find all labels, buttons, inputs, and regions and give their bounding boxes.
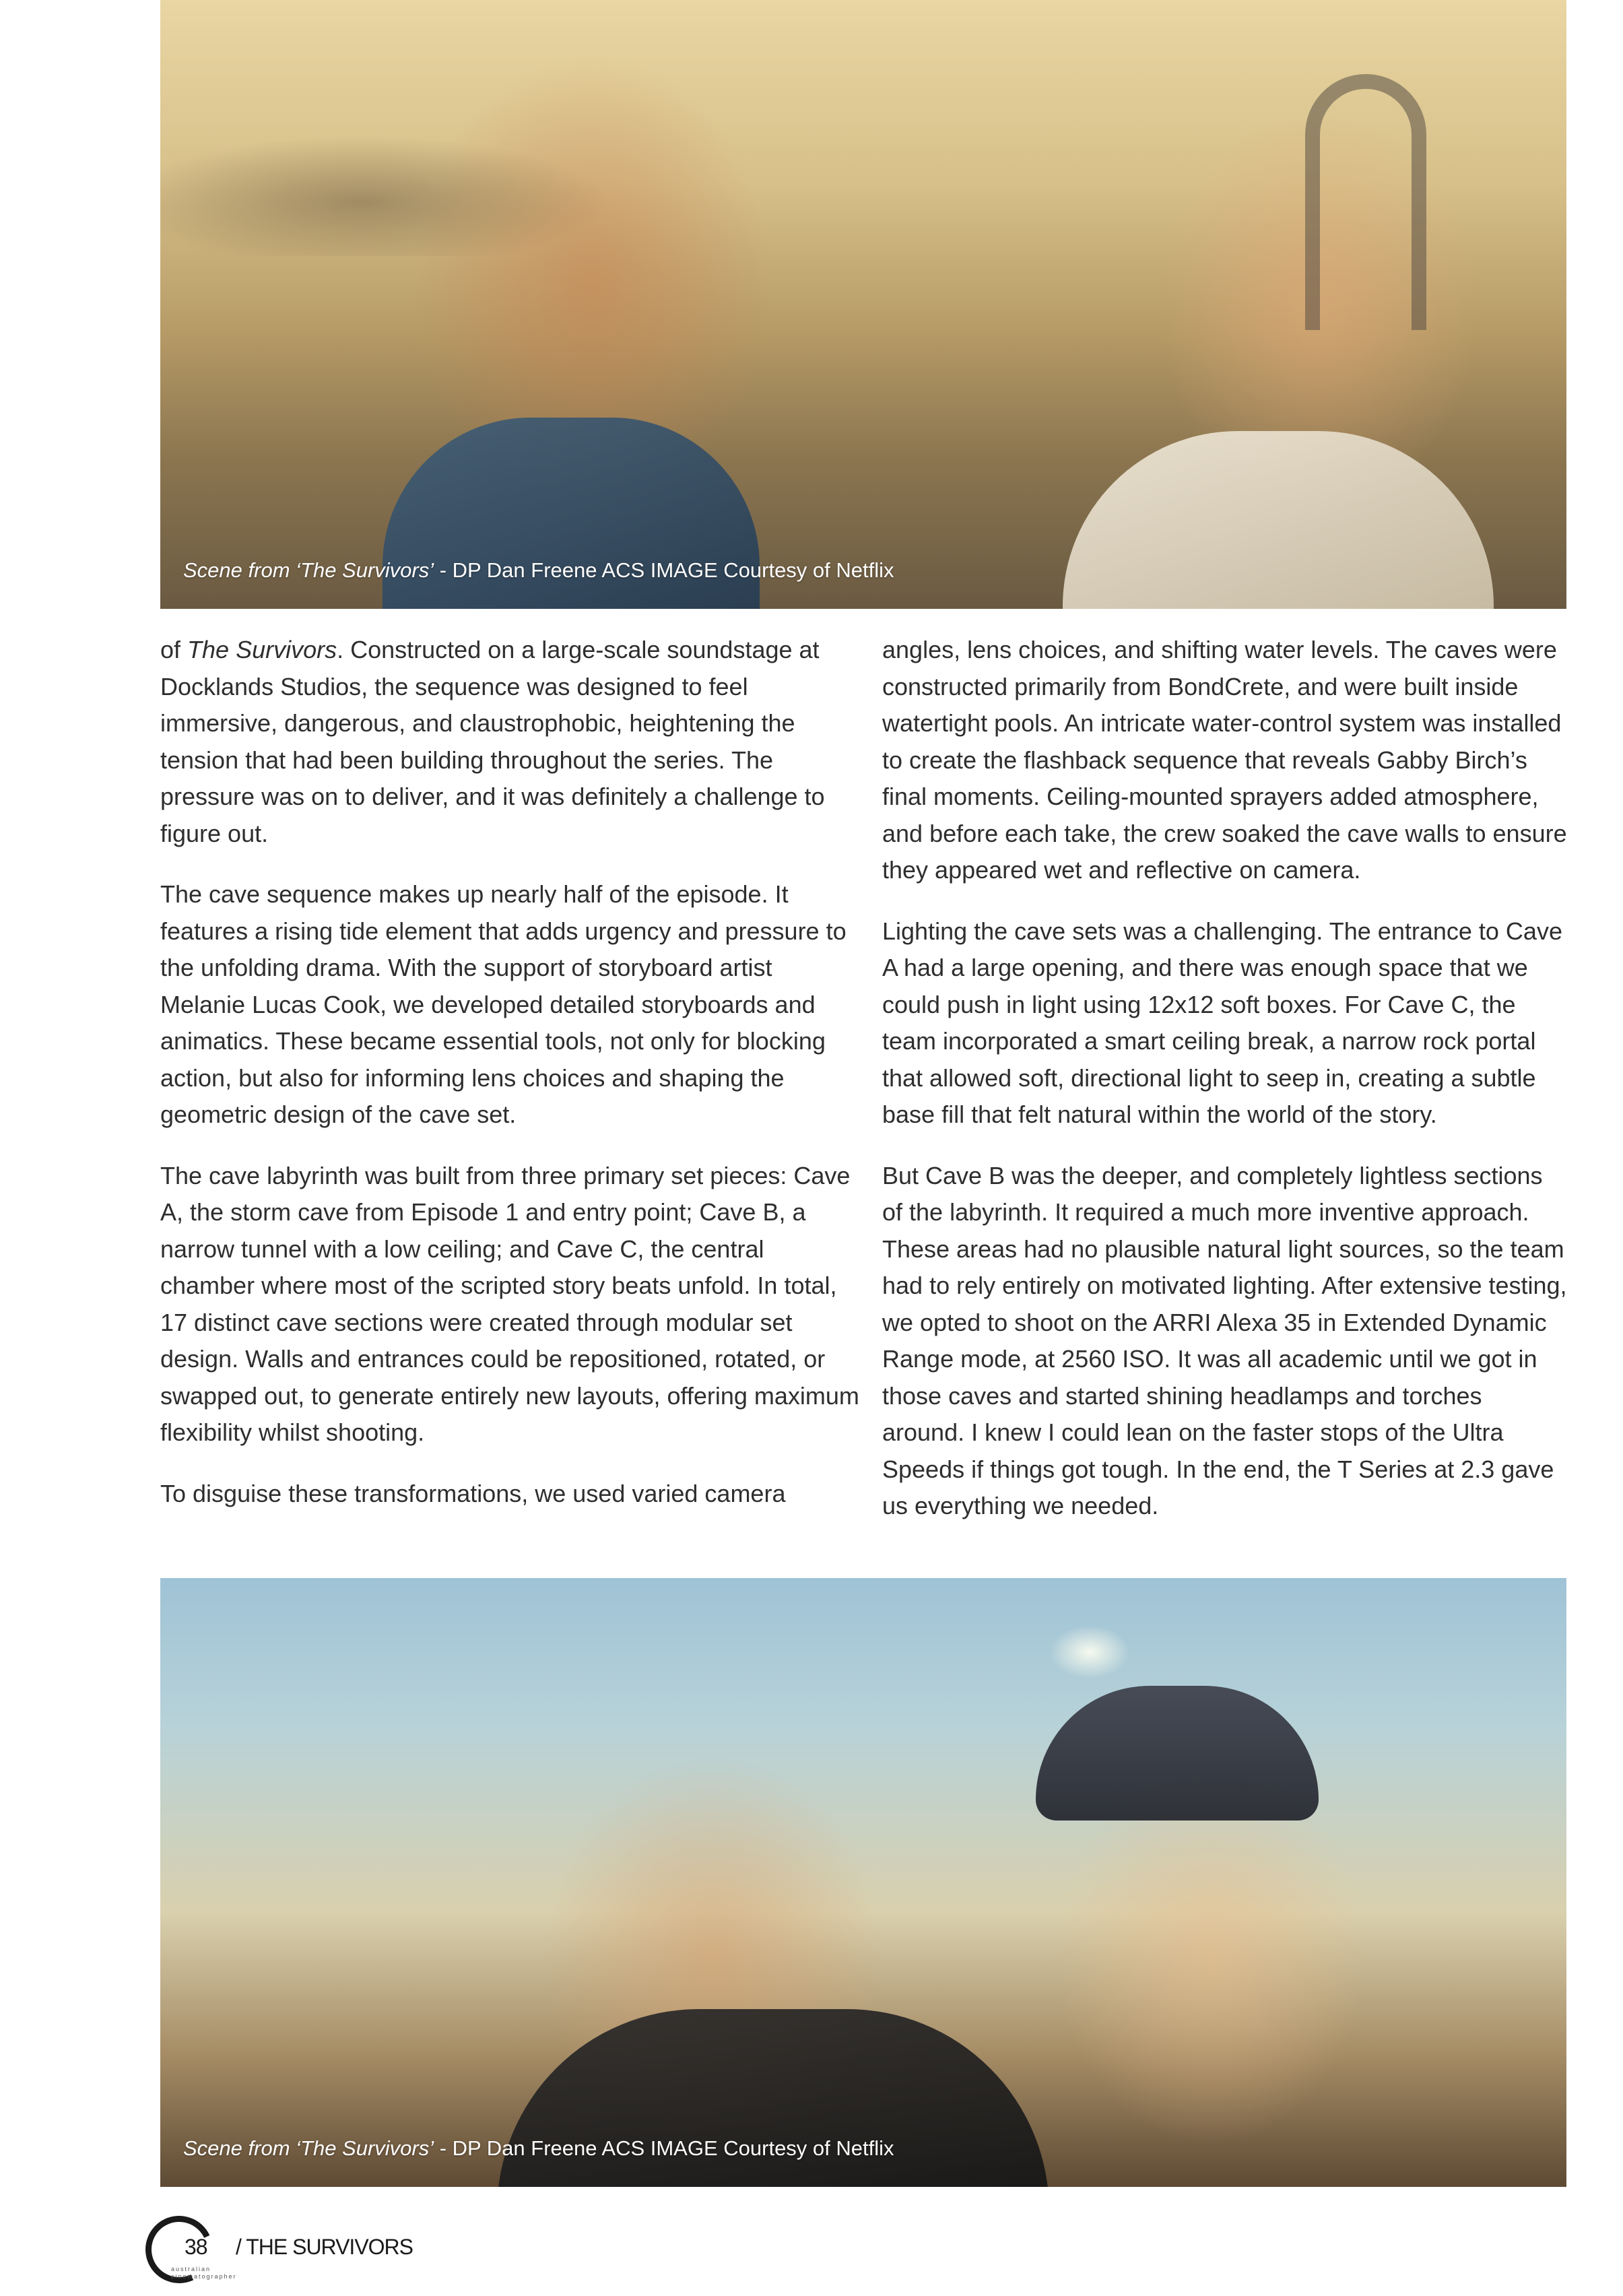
left-paragraph-3: The cave labyrinth was built from three primary set pieces: Cave A, the storm cave from Episode 1 and entry point; Cave B, a narrow tunnel with a low ceiling; and Cave C, the central chamber where most of the scripted story beats unfold. In total, 17 distinct cave sections were created through modular set design. Walls and entrances could be repositioned, rotated, or swapped out, to generate entirely new layouts, offering maximum flexibility whilst shooting. xyxy=(160,1161,859,1446)
left-p1-lead: of xyxy=(160,636,188,663)
right-text-column xyxy=(882,632,1569,1525)
photo-figure-cap xyxy=(1036,1686,1319,1821)
top-photo-caption xyxy=(183,558,894,583)
left-p1-body: . Constructed on a large-scale soundstage at Docklands Studios, the sequence was designed to feel immersive, dangerous, and claustrophobic, heightening the tension that had been building throughout the series. The pressure was on to deliver, and it was definitely a challenge to figure out. xyxy=(160,636,825,847)
photo-boat-rail xyxy=(1305,74,1426,330)
bottom-photo-caption xyxy=(183,2136,894,2161)
magazine-logo-text xyxy=(171,2266,237,2281)
bottom-photo xyxy=(160,1578,1566,2187)
logo-text-line-2: cinematographer xyxy=(171,2273,237,2280)
bottom-caption-credit: - DP Dan Freene ACS IMAGE Courtesy of Netflix xyxy=(434,2136,894,2160)
logo-text-line-1: australian xyxy=(171,2266,211,2272)
top-photo xyxy=(160,0,1566,609)
top-caption-title: Scene from ‘The Survivors’ xyxy=(183,558,434,582)
top-caption-credit: - DP Dan Freene ACS IMAGE Courtesy of Netflix xyxy=(434,558,894,582)
left-text-column xyxy=(160,632,861,1512)
left-p1-title: The Survivors xyxy=(187,636,337,663)
left-paragraph-4: To disguise these transformations, we used varied camera xyxy=(160,1479,786,1507)
left-paragraph-1 xyxy=(160,632,861,852)
right-paragraph-1: angles, lens choices, and shifting water levels. The caves were constructed primarily from BondCrete, and were built inside watertight pools. An intricate water-control system was installed to create the flashback sequence that reveals Gabby Birch’s final moments. Ceiling-mounted sprayers added atmosphere, and before each take, the crew soaked the cave walls to ensure they appeared wet and reflective on camera. xyxy=(882,636,1567,884)
right-paragraph-2: Lighting the cave sets was a challenging. The entrance to Cave A had a large opening, and there was enough space that we could push in light using 12x12 soft boxes. For Cave C, the team incorporated a smart ceiling break, a narrow rock portal that allowed soft, directional light to seep in, creating a subtle base fill that felt natural within the world of the story. xyxy=(882,917,1562,1128)
section-label: / THE SURVIVORS xyxy=(236,2235,413,2259)
photo-street-light xyxy=(1049,1625,1130,1679)
page-number: 38 xyxy=(185,2235,207,2259)
bottom-caption-title: Scene from ‘The Survivors’ xyxy=(183,2136,434,2160)
right-paragraph-3: But Cave B was the deeper, and completely lightless sections of the labyrinth. It required a much more inventive approach. These areas had no plausible natural light sources, so the team had to rely entirely on motivated lighting. After extensive testing, we opted to shoot on the ARRI Alexa 35 in Extended Dynamic Range mode, at 2560 ISO. It was all academic until we got in those caves and started shining headlamps and torches around. I knew I could lean on the faster stops of the Ultra Speeds if things got tough. In the end, the T Series at 2.3 gave us everything we needed. xyxy=(882,1161,1567,1519)
photo-figure-right xyxy=(1063,431,1494,609)
left-paragraph-2: The cave sequence makes up nearly half of the episode. It features a rising tide element that adds urgency and pressure to the unfolding drama. With the support of storyboard artist Melanie Lucas Cook, we developed detailed storyboards and animatics. These became essential tools, not only for blocking action, but also for informing lens choices and shaping the geometric design of the cave set. xyxy=(160,880,847,1128)
page-footer xyxy=(145,2216,954,2290)
photo-background-hill xyxy=(160,81,834,256)
